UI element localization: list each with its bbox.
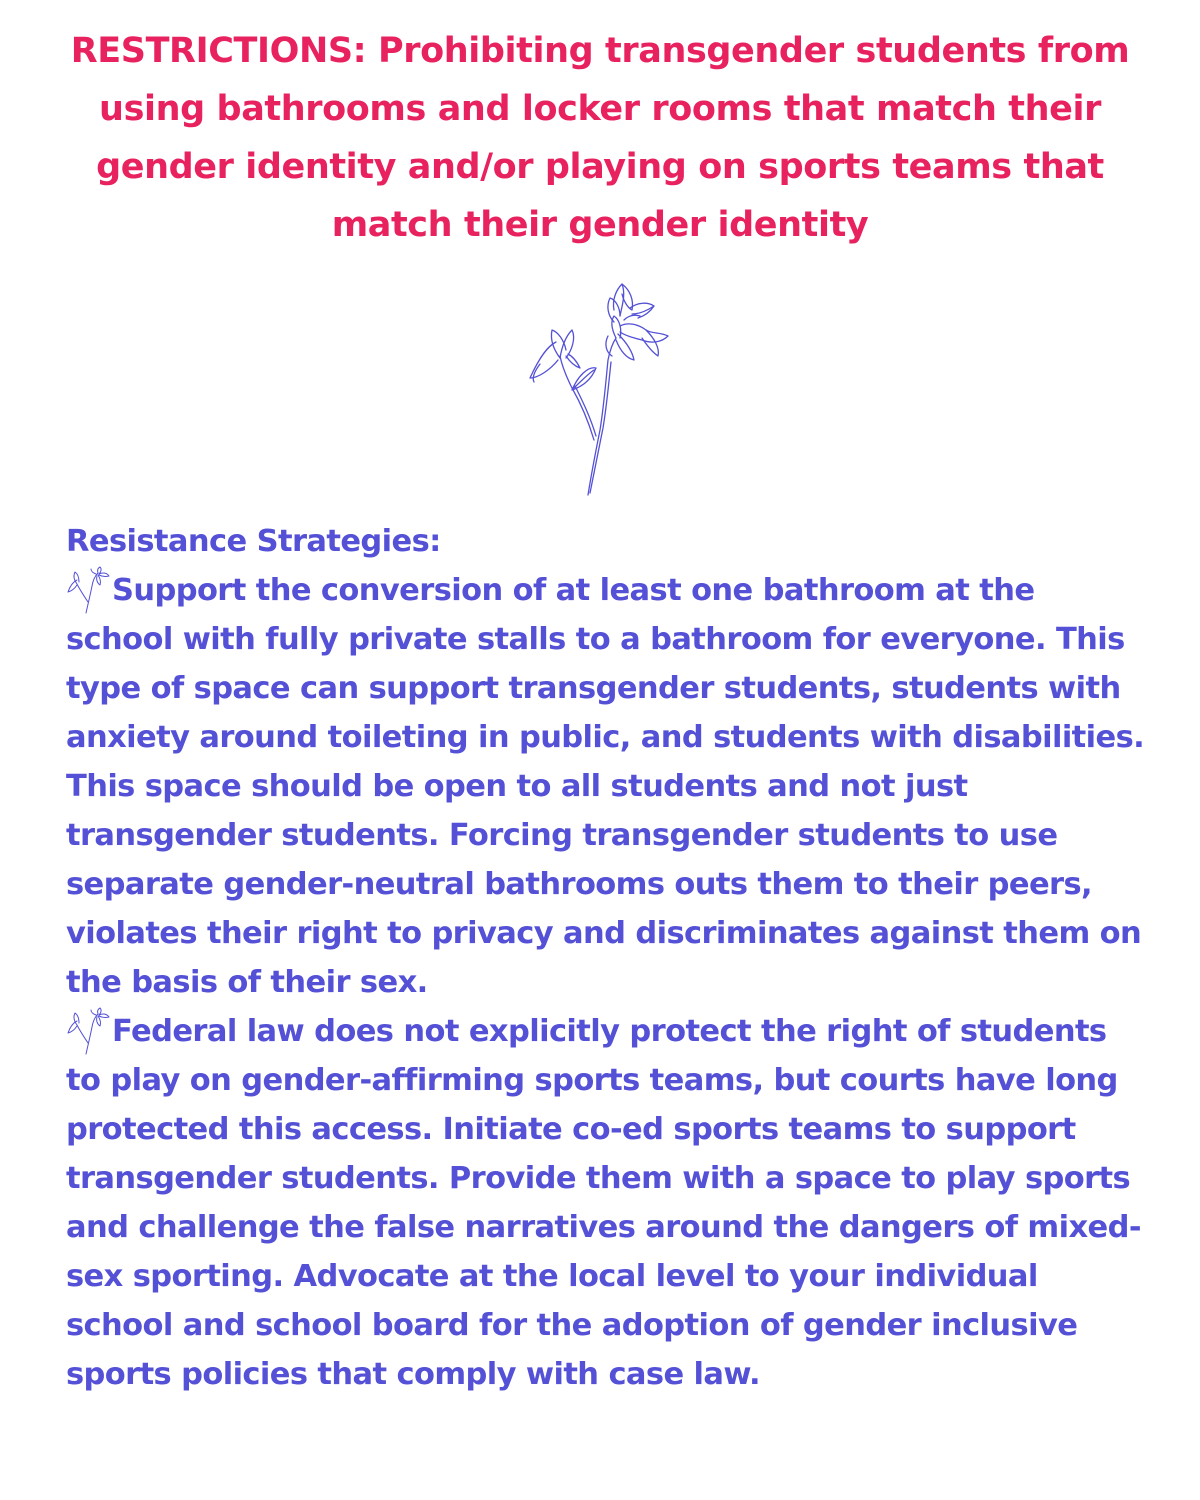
- page-title: RESTRICTIONS: Prohibiting transgender students from using bathrooms and locker rooms that match their gender identity and/or playing on sports teams that match their gender identity: [70, 31, 1130, 245]
- flower-icon: [66, 566, 110, 614]
- resistance-strategies: [66, 517, 1146, 1399]
- strategies-title: Resistance Strategies:: [66, 524, 441, 559]
- strategy-item: [66, 566, 1146, 1007]
- flower-icon: [66, 1007, 110, 1055]
- strategy-text: Federal law does not explicitly protect the right of students to play on gender-affirming sports teams, but courts have long protected this access. Initiate co-ed sports teams to support transgender students. Provide them with a space to play sports and challenge the false narratives around the dangers of mixed-sex sporting. Advocate at the local level to your individual school and school board for the adoption of gender inclusive sports policies that comply with case law.: [66, 1014, 1141, 1392]
- strategy-item: [66, 1007, 1146, 1399]
- strategy-text: Support the conversion of at least one bathroom at the school with fully private stalls to a bathroom for everyone. This type of space can support transgender students, students with anxiety around toileting in public, and students with disabilities. This space should be open to all students and not just transgender students. Forcing transgender students to use separate gender-neutral bathrooms outs them to their peers, violates their right to privacy and discriminates against them on the basis of their sex.: [66, 573, 1145, 1000]
- flower-illustration-icon: [522, 280, 678, 498]
